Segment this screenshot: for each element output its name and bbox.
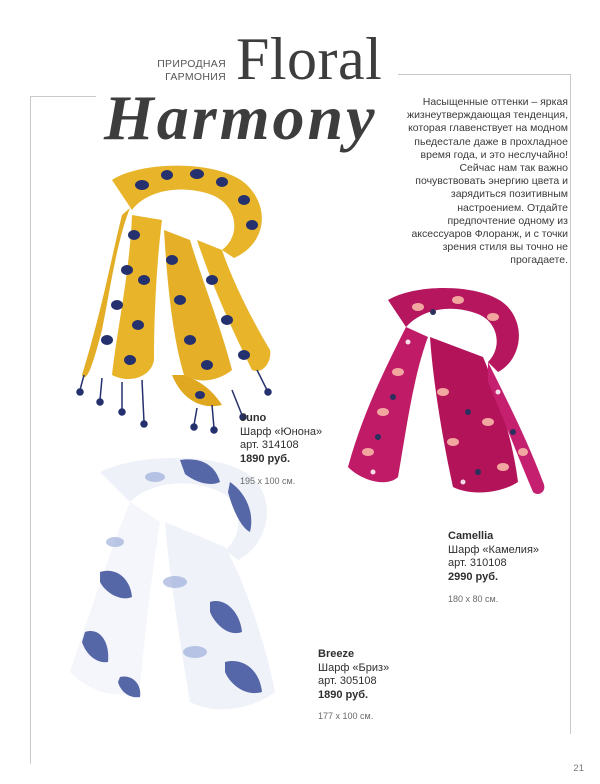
breeze-product-info <box>318 648 389 702</box>
juno-name: Juno <box>240 412 267 424</box>
camellia-scarf-image <box>338 282 552 522</box>
breeze-name: Breeze <box>318 648 355 660</box>
heading-kicker <box>126 58 226 84</box>
camellia-price: 2990 руб. <box>448 570 499 583</box>
page-title-harmony: Harmony <box>104 82 378 153</box>
camellia-product-info <box>448 530 539 584</box>
camellia-description: Шарф «Камелия» <box>448 543 540 556</box>
juno-description: Шарф «Юнона» <box>240 425 323 438</box>
breeze-scarf-image <box>60 452 292 728</box>
frame-line-left <box>30 96 31 764</box>
camellia-size: 180 х 80 см. <box>448 594 499 604</box>
breeze-size: 177 х 100 см. <box>318 711 374 721</box>
juno-price: 1890 руб. <box>240 452 291 465</box>
frame-line-top-left <box>30 96 96 97</box>
camellia-name: Camellia <box>448 530 494 542</box>
juno-product-info <box>240 412 322 466</box>
breeze-price: 1890 руб. <box>318 688 369 701</box>
camellia-article: арт. 310108 <box>448 557 507 569</box>
kicker-line-1: ПРИРОДНАЯ <box>157 58 226 70</box>
breeze-article: арт. 305108 <box>318 675 377 687</box>
juno-article: арт. 314108 <box>240 439 299 451</box>
page-title-floral: Floral <box>236 26 383 92</box>
frame-line-top-right <box>398 74 570 75</box>
kicker-line-2: ГАРМОНИЯ <box>165 71 226 83</box>
breeze-description: Шарф «Бриз» <box>318 661 390 674</box>
frame-line-right <box>570 74 571 734</box>
page-number: 21 <box>573 763 584 774</box>
intro-paragraph: Насыщенные оттенки – яркая жизнеутверждающая тенденция, которая главенствует на модном пьедестале даже в прохладное время года, и это неслучайно! Сейчас нам так важно почувствовать энергию цвета и зарядиться позитивным настроением. Отдайте предпочтение одному из аксессуаров Флоранж, и с точки зрения стиля вы точно не прогадаете. <box>407 96 568 267</box>
juno-scarf-image <box>72 160 282 442</box>
juno-size: 195 х 100 см. <box>240 476 296 486</box>
